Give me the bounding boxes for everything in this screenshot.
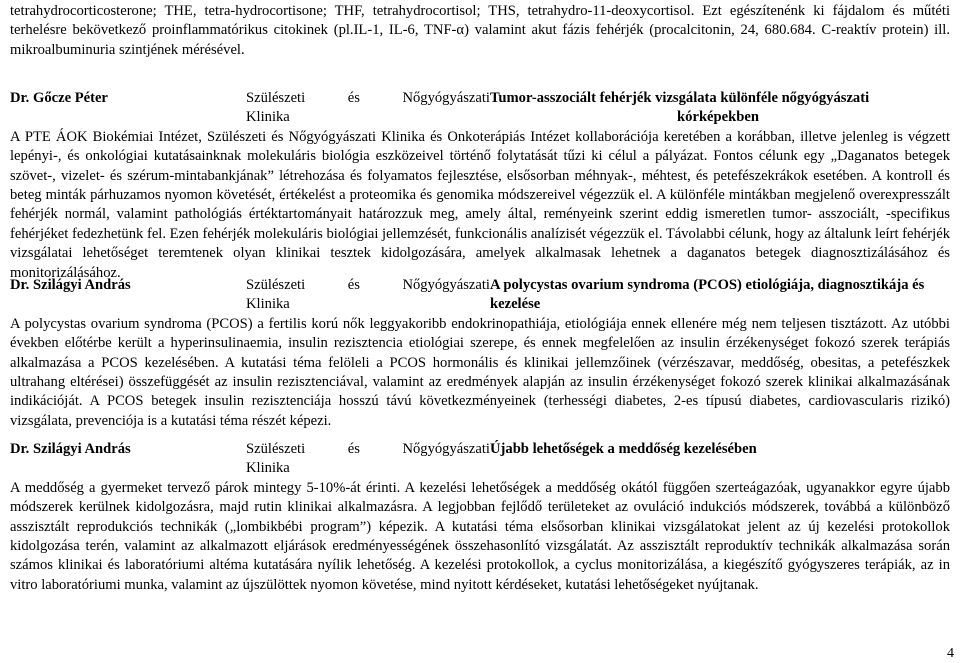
page-number: 4: [947, 646, 954, 661]
research-title: [490, 276, 946, 315]
researcher-name: Dr. Szilágyi András: [10, 441, 131, 457]
department: [246, 440, 490, 479]
researcher-name: Dr. Szilágyi András: [10, 277, 131, 293]
intro-paragraph: tetrahydrocorticosterone; THE, tetra-hydrocortisone; THF, tetrahydrocortisol; THS, tetrahydro-11-deoxycortisol. Ezt egészítenénk ki fájdalom és műtéti terhelésre bekövetkező proinflammatórikus citokinek (pl.IL-1, IL-6, TNF-α) valamint akut fázis fehérjék (procalcitonin, 24, 680.684. C-reaktív protein) ill. mikroalbuminuria szintjének mérésével.: [10, 3, 950, 58]
research-description: A polycystas ovarium syndroma (PCOS) a fertilis korú nők leggyakoribb endokrinopathiája, etiológiája ennek ellenére még nem teljesen tisztázott. Az utóbbi években előtérbe került a hyperinsulinaemia, insulin rezisztencia etiológiai szerepe, és ennek megfelelően az insulin érzékenységet fokozó szerek terápiás alkalmazása a PCOS kezelésében. A kutatási téma felöleli a PCOS hormonális és klinikai jellemzőinek (vérzészavar, meddőség, obesitas, a petefészkek ultrahang eltérései) összefüggését az insulin rezisztenciával, valamint az eredmények alapján az insulin érzékenységet fokozó szerek klinikai alkalmazásának indikációját. A PCOS betegek insulin rezisztenciája hosszú távú következményeinek (terhességi diabetes, 2-es típusú diabetes, cardiovascularis rizikó) vizsgálata, prevenciója is a kutatási téma részét képezi.: [10, 315, 950, 429]
department: [246, 89, 490, 128]
research-description: A meddőség a gyermeket tervező párok mintegy 5-10%-át érinti. A kezelési lehetőségek a meddőség okától függően szerteágazóak, ugyanakkor egyre újabb módszerek kerülnek kidolgozásra, majd rutin klinikai alkalmazásra. A legjobban fejlődő területeket az ovuláció indukciós módszerek, továbbá a különböző asszisztált reprodukciós technikák („lombikbébi program”) képezik. A kutatási téma elsősorban klinikai vizsgálatokat jelent az új kezelési protokollok kidolgozása terén, valamint az alkalmazott eljárások eredményességének összehasonlító vizsgálatát. Az asszisztált reproduktív technikák alkalmazása során számos klinikai és laboratóriumi altéma kutatására nyílik lehetőség. A kezelési protokollok, a cyclus monitorizálása, a kiegészítő gyógyszeres terápiák, az in vitro laboratóriumi munka, valamint az újszülöttek nyomon követése, mind nyitott kérdéseket, kutatási lehetőségeket nyújtanak.: [10, 479, 950, 593]
research-title: [490, 440, 946, 459]
department-line-2: Klinika: [246, 109, 290, 126]
entry-header: [10, 276, 952, 315]
research-title-line-1: Újabb lehetőségek a meddőség kezelésében: [490, 441, 757, 457]
entry-header: [10, 440, 952, 479]
research-title-line-1: A polycystas ovarium syndroma (PCOS) etiológiája, diagnosztikája és: [490, 277, 925, 293]
department: [246, 276, 490, 315]
research-title-line-2: kezelése: [490, 296, 541, 313]
department-line-1: Szülészeti és Nőgyógyászati: [246, 90, 490, 106]
researcher-name: Dr. Gőcze Péter: [10, 90, 108, 106]
department-line-1: Szülészeti és Nőgyógyászati: [246, 441, 490, 457]
research-title-line-2: kórképekben: [677, 109, 759, 126]
research-entry-3: [10, 440, 952, 595]
department-line-2: Klinika: [246, 460, 290, 477]
research-entry-1: [10, 89, 952, 283]
research-description: A PTE ÁOK Biokémiai Intézet, Szülészeti és Nőgyógyászati Klinika és Onkoterápiás Intézet kollaborációja keretében a korábban, illetve jelenleg is végzett lepényi-, és onkológiai kutatásainknak molekuláris biológia eszközeivel történő folytatását tűzi ki célul a pályázat. Fontos célunk egy „Daganatos betegek szövet-, vizelet- és szérum-mintabankjának” létrehozása és folyamatos fejlesztése, elsősorban méhnyak-, méhtest, és petefészekrákok esetében. A kontroll és beteg minták párhuzamos nyomon követését, értékelést a proteomika és genomika módszereivel végezzük el. A különféle mintákban megjelenő overexpresszált fehérjék normál, valamint pathológiás értéktartományait határozzuk meg, amely által, reményeink szerint eddig ismeretlen tumor- asszociált, -specifikus fehérjéket fedezhetünk fel. Ezen fehérjék molekuláris biológiai jellemzését, funkcionális analízisét végezzük el. Távolabbi célunk, hogy az általunk leírt fehérjék vizsgálatai lehetőséget teremtenek olyan klinikai tesztek kidolgozására, amelyek alkalmasak lehetnek a daganatos betegek diagnosztizálásához és monitorizálásához.: [10, 128, 950, 281]
research-title: [490, 89, 946, 128]
research-title-line-1: Tumor-asszociált fehérjék vizsgálata különféle nőgyógyászati: [490, 90, 870, 106]
department-line-2: Klinika: [246, 296, 290, 313]
department-line-1: Szülészeti és Nőgyógyászati: [246, 277, 490, 293]
entry-header: [10, 89, 952, 128]
research-entry-2: [10, 276, 952, 431]
